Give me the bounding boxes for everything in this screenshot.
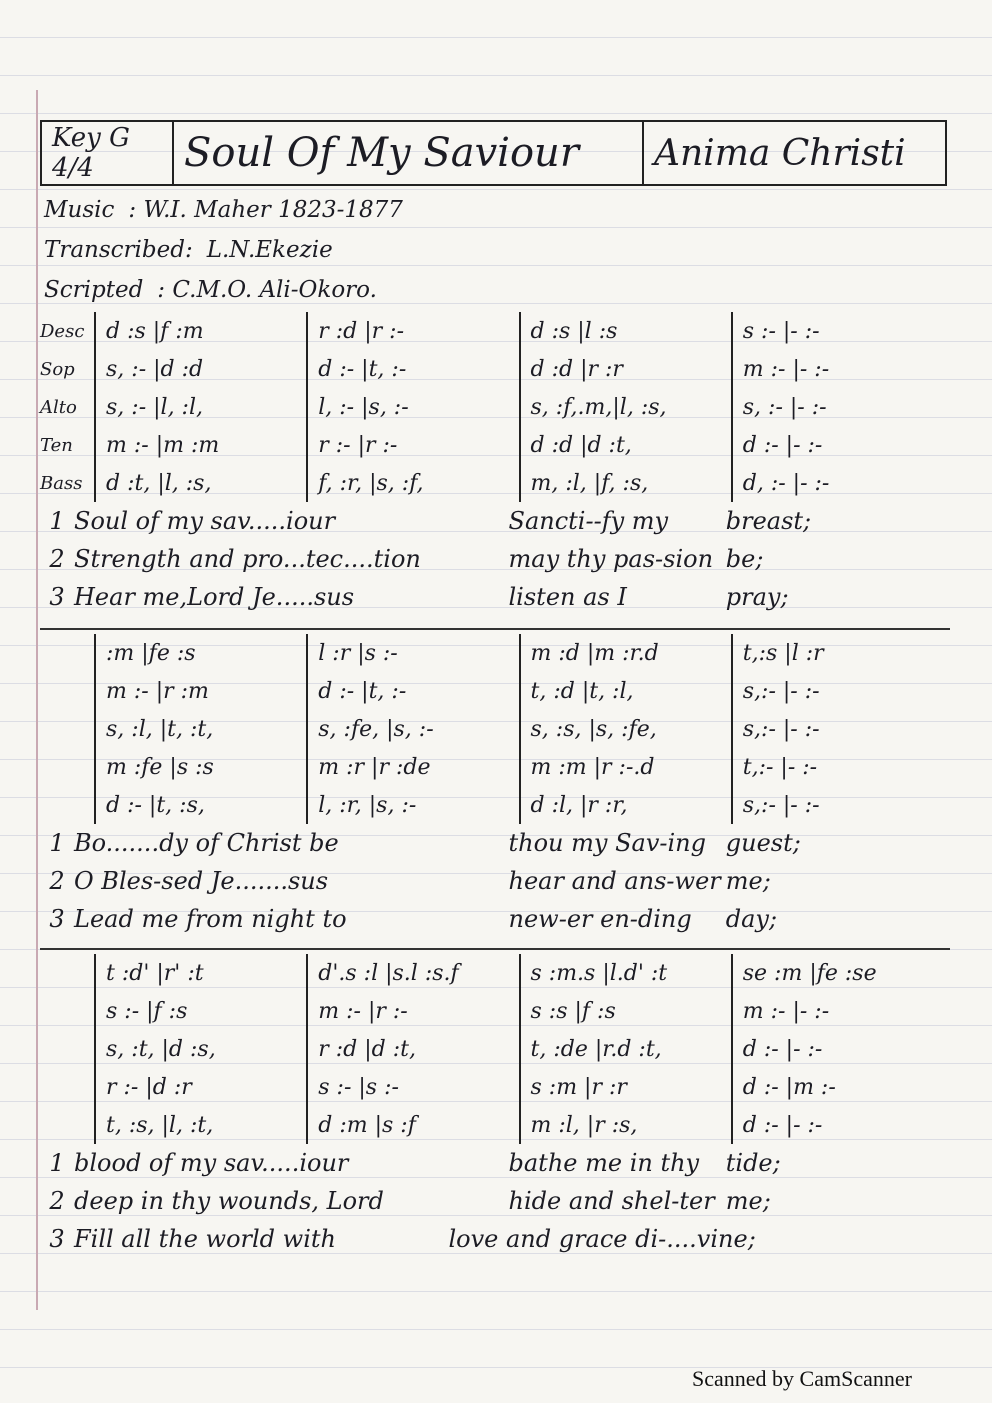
credit-label: Transcribed: [44,237,193,263]
measure: s, :l, |t, :t, [96,710,308,748]
lyric-text: me; [725,867,771,895]
measure: m :fe |s :s [96,748,308,786]
measure: s, :s, |s, :fe, [521,710,733,748]
measure: s,:- |- :- [742,716,820,742]
credit-value: L.N.Ekezie [206,237,333,263]
voice-spacer [40,1106,94,1144]
measure: m :- |- :- [742,998,830,1024]
voice-spacer [40,786,94,824]
measure: t, :de |r.d :t, [521,1030,733,1068]
measure: s, :f,.m,|l, :s, [521,388,733,426]
measure: t,:- |- :- [742,754,818,780]
voice-row-bass [40,464,943,502]
lyric-text: Lead me from night to [74,905,347,933]
system-3 [40,954,943,1258]
voice-row-2 [40,672,943,710]
voice-row-5 [40,1106,943,1144]
voice-row-alto [40,388,943,426]
measure: s :m.s |l.d' :t [521,954,733,992]
verse-number: 2 [49,867,65,895]
measure: d :m |s :f [308,1106,520,1144]
lyric-text: new-er en-ding [508,905,692,933]
measure: r :- |r :- [308,426,520,464]
voice-spacer [40,992,94,1030]
voice-label: Ten [40,434,73,456]
key-signature: Key G 4/4 [42,122,174,184]
lyric-text: Fill all the world with [74,1225,336,1253]
verse-number: 3 [49,1225,65,1253]
measure: m :r |r :de [308,748,520,786]
measure: d, :- |- :- [742,470,830,496]
voice-label: Alto [40,396,77,418]
lyric-text: guest; [725,829,801,857]
measure: m :- |- :- [742,356,830,382]
system-1 [40,312,943,616]
measure: m :m |r :-.d [521,748,733,786]
lyric-line [40,1182,943,1220]
measure: r :d |r :- [308,312,520,350]
voice-row-2 [40,992,943,1030]
lyric-line [40,1144,943,1182]
measure: r :- |d :r [96,1068,308,1106]
lyric-text: may thy pas-sion [508,545,714,573]
section-divider [40,948,950,950]
lyric-text: me; [725,1187,771,1215]
measure: t, :s, |l, :t, [96,1106,308,1144]
measure: d :- |- :- [742,432,823,458]
margin-line [36,90,38,1310]
verse-number: 2 [49,1187,65,1215]
measure: s :s |f :s [521,992,733,1030]
verse-number: 3 [49,583,65,611]
lyric-text: Bo.......dy of Christ be [74,829,339,857]
measure: s, :fe, |s, :- [308,710,520,748]
hymn-subtitle: Anima Christi [654,132,906,174]
lyric-text: Hear me,Lord Je.....sus [74,583,355,611]
verse-number: 3 [49,905,65,933]
measure: t :d' |r' :t [96,954,308,992]
lyric-text: pray; [725,583,789,611]
measure: m :- |r :m [96,672,308,710]
measure: m :- |m :m [96,426,308,464]
measure: l, :r, |s, :- [308,786,520,824]
measure: l :r |s :- [308,634,520,672]
credit-label: Music [44,197,115,223]
hymn-title: Soul Of My Saviour [174,122,644,184]
lyric-line [40,1220,943,1258]
lyric-text: bathe me in thy [508,1149,700,1177]
measure: t,:s |l :r [742,640,824,666]
measure: d :- |t, :- [308,350,520,388]
measure: d :- |t, :s, [96,786,308,824]
voice-spacer [40,710,94,748]
lyric-text: listen as I [508,583,627,611]
voice-spacer [40,1068,94,1106]
measure: s, :t, |d :s, [96,1030,308,1068]
voice-row-4 [40,1068,943,1106]
verse-number: 1 [49,829,65,857]
lyric-line [40,824,943,862]
measure: s :- |f :s [96,992,308,1030]
measure: s, :- |d :d [96,350,308,388]
lyric-line [40,578,943,616]
measure: l, :- |s, :- [308,388,520,426]
voice-row-5 [40,786,943,824]
voice-row-1 [40,634,943,672]
lyric-line [40,502,943,540]
voice-spacer [40,1030,94,1068]
lyric-text: be; [725,545,764,573]
measure: s, :- |l, :l, [96,388,308,426]
hymn-header [40,120,947,186]
voice-spacer [40,748,94,786]
voice-row-desc [40,312,943,350]
lyric-line [40,862,943,900]
voice-label: Sop [40,358,75,380]
measure: t, :d |t, :l, [521,672,733,710]
lyric-text: Sancti--fy my [508,507,669,535]
measure: :m |fe :s [96,634,308,672]
section-divider [40,628,950,630]
measure: d :d |d :t, [521,426,733,464]
lyric-text: breast; [725,507,812,535]
measure: d :l, |r :r, [521,786,733,824]
measure: d :- |m :- [742,1074,836,1100]
credit-value: : W.I. Maher 1823-1877 [128,197,403,223]
lyric-text: tide; [725,1149,781,1177]
verse-number: 1 [49,1149,65,1177]
measure: d :- |- :- [742,1036,823,1062]
voice-spacer [40,634,94,672]
credit-transcribed [44,230,604,270]
measure: d :t, |l, :s, [96,464,308,502]
lyric-text: love and grace di-....vine; [448,1225,756,1253]
measure: s,:- |- :- [742,792,820,818]
credit-label: Scripted [44,277,144,303]
measure: m :d |m :r.d [521,634,733,672]
lyric-text: thou my Sav-ing [508,829,706,857]
lyric-text: deep in thy wounds, Lord [74,1187,384,1215]
measure: s :- |s :- [308,1068,520,1106]
measure: d :s |l :s [521,312,733,350]
voice-spacer [40,672,94,710]
verse-number: 2 [49,545,65,573]
credit-music [44,190,604,230]
measure: m, :l, |f, :s, [521,464,733,502]
credit-scripted [44,270,604,310]
voice-row-4 [40,748,943,786]
lyric-text: hear and ans-wer [508,867,721,895]
voice-row-sop [40,350,943,388]
lyric-line [40,540,943,578]
credit-value: : C.M.O. Ali-Okoro. [157,277,377,303]
lyric-text: day; [725,905,778,933]
measure: m :- |r :- [308,992,520,1030]
voice-row-3 [40,710,943,748]
credits [44,190,604,310]
voice-spacer [40,954,94,992]
verse-number: 1 [49,507,65,535]
lyric-text: Soul of my sav.....iour [74,507,336,535]
voice-row-ten [40,426,943,464]
measure: s :m |r :r [521,1068,733,1106]
measure: d'.s :l |s.l :s.f [308,954,520,992]
voice-label: Desc [40,320,85,342]
measure: d :s |f :m [96,312,308,350]
measure: s, :- |- :- [742,394,827,420]
measure: d :- |t, :- [308,672,520,710]
lyric-text: O Bles-sed Je.......sus [74,867,329,895]
lyric-text: blood of my sav.....iour [74,1149,349,1177]
measure: r :d |d :t, [308,1030,520,1068]
voice-label: Bass [40,472,83,494]
measure: m :l, |r :s, [521,1106,733,1144]
lyric-line [40,900,943,938]
voice-row-1 [40,954,943,992]
scanner-watermark: Scanned by CamScanner [692,1366,912,1391]
lyric-text: Strength and pro...tec....tion [74,545,421,573]
voice-row-3 [40,1030,943,1068]
measure: d :d |r :r [521,350,733,388]
measure: s,:- |- :- [742,678,820,704]
measure: d :- |- :- [742,1112,823,1138]
measure: s :- |- :- [742,318,820,344]
system-2 [40,634,943,938]
measure: se :m |fe :se [742,960,877,986]
lyric-text: hide and shel-ter [508,1187,715,1215]
measure: f, :r, |s, :f, [308,464,520,502]
